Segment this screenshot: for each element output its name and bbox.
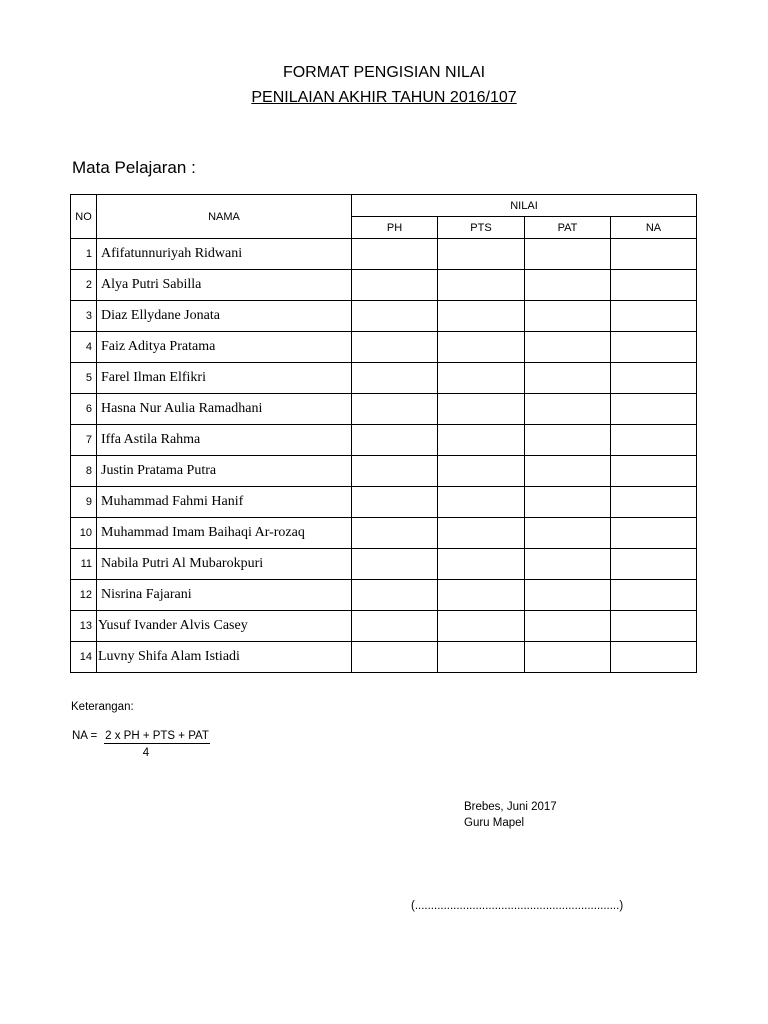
score-cell-na[interactable] (611, 301, 697, 332)
score-cell-na[interactable] (611, 611, 697, 642)
row-number: 13 (71, 611, 97, 642)
header-pat: PAT (525, 217, 611, 239)
score-cell-pat[interactable] (525, 580, 611, 611)
table-row (71, 239, 697, 270)
score-cell-na[interactable] (611, 456, 697, 487)
table-row (71, 487, 697, 518)
student-name: Iffa Astila Rahma (97, 425, 352, 456)
table-row (71, 642, 697, 673)
table-row (71, 270, 697, 301)
score-cell-na[interactable] (611, 642, 697, 673)
student-name: Diaz Ellydane Jonata (97, 301, 352, 332)
student-name: Luvny Shifa Alam Istiadi (97, 642, 352, 673)
student-name: Hasna Nur Aulia Ramadhani (97, 394, 352, 425)
score-cell-na[interactable] (611, 239, 697, 270)
row-number: 14 (71, 642, 97, 673)
row-number: 11 (71, 549, 97, 580)
student-name: Muhammad Imam Baihaqi Ar-rozaq (97, 518, 352, 549)
student-name: Muhammad Fahmi Hanif (97, 487, 352, 518)
score-cell-pts[interactable] (438, 642, 525, 673)
score-cell-pts[interactable] (438, 487, 525, 518)
score-cell-na[interactable] (611, 332, 697, 363)
score-cell-na[interactable] (611, 363, 697, 394)
score-cell-pts[interactable] (438, 518, 525, 549)
row-number: 4 (71, 332, 97, 363)
header-no: NO (71, 195, 97, 239)
score-cell-ph[interactable] (352, 394, 438, 425)
document-subtitle-text: PENILAIAN AKHIR TAHUN 2016/107 (251, 89, 517, 106)
table-row (71, 611, 697, 642)
score-cell-pts[interactable] (438, 580, 525, 611)
row-number: 3 (71, 301, 97, 332)
signer-role: Guru Mapel (464, 817, 525, 829)
table-body (71, 239, 697, 673)
score-cell-na[interactable] (611, 425, 697, 456)
score-cell-ph[interactable] (352, 518, 438, 549)
score-cell-pat[interactable] (525, 332, 611, 363)
score-cell-pat[interactable] (525, 239, 611, 270)
header-pts: PTS (438, 217, 525, 239)
table-row (71, 394, 697, 425)
score-cell-pts[interactable] (438, 394, 525, 425)
row-number: 12 (71, 580, 97, 611)
score-cell-na[interactable] (611, 549, 697, 580)
score-cell-pat[interactable] (525, 301, 611, 332)
score-cell-pts[interactable] (438, 611, 525, 642)
score-cell-pat[interactable] (525, 270, 611, 301)
table-row (71, 425, 697, 456)
student-name: Farel Ilman Elfikri (97, 363, 352, 394)
student-name: Alya Putri Sabilla (97, 270, 352, 301)
header-name: NAMA (97, 195, 352, 239)
document-subtitle (0, 88, 768, 108)
header-nilai: NILAI (352, 195, 697, 217)
score-cell-pat[interactable] (525, 642, 611, 673)
row-number: 5 (71, 363, 97, 394)
row-number: 9 (71, 487, 97, 518)
row-number: 10 (71, 518, 97, 549)
table-row (71, 580, 697, 611)
score-cell-pts[interactable] (438, 425, 525, 456)
row-number: 2 (71, 270, 97, 301)
score-cell-pts[interactable] (438, 270, 525, 301)
student-name: Nisrina Fajarani (97, 580, 352, 611)
score-cell-pat[interactable] (525, 363, 611, 394)
student-name: Yusuf Ivander Alvis Casey (97, 611, 352, 642)
student-name: Faiz Aditya Pratama (97, 332, 352, 363)
score-cell-ph[interactable] (352, 301, 438, 332)
place-date: Brebes, Juni 2017 (464, 801, 557, 813)
score-cell-pts[interactable] (438, 239, 525, 270)
score-cell-na[interactable] (611, 487, 697, 518)
score-cell-na[interactable] (611, 518, 697, 549)
table-row (71, 456, 697, 487)
score-cell-pts[interactable] (438, 549, 525, 580)
score-cell-ph[interactable] (352, 270, 438, 301)
score-cell-ph[interactable] (352, 425, 438, 456)
signature-line: (................................................................) (411, 900, 624, 912)
student-name: Justin Pratama Putra (97, 456, 352, 487)
formula-denominator: 4 (142, 747, 150, 759)
score-cell-na[interactable] (611, 270, 697, 301)
table-row (71, 518, 697, 549)
score-cell-pts[interactable] (438, 363, 525, 394)
student-name: Afifatunnuriyah Ridwani (97, 239, 352, 270)
score-cell-pat[interactable] (525, 611, 611, 642)
header-ph: PH (352, 217, 438, 239)
score-cell-ph[interactable] (352, 642, 438, 673)
score-cell-pat[interactable] (525, 487, 611, 518)
table-row (71, 332, 697, 363)
score-cell-na[interactable] (611, 580, 697, 611)
score-cell-pts[interactable] (438, 301, 525, 332)
row-number: 8 (71, 456, 97, 487)
score-cell-ph[interactable] (352, 487, 438, 518)
score-cell-ph[interactable] (352, 580, 438, 611)
table-row (71, 549, 697, 580)
grades-table (70, 194, 697, 673)
score-cell-pts[interactable] (438, 456, 525, 487)
subject-label: Mata Pelajaran : (72, 158, 196, 177)
score-cell-ph[interactable] (352, 332, 438, 363)
score-cell-ph[interactable] (352, 611, 438, 642)
formula-lhs: NA = (72, 730, 98, 742)
formula-numerator: 2 x PH + PTS + PAT (105, 730, 209, 742)
student-name: Nabila Putri Al Mubarokpuri (97, 549, 352, 580)
score-cell-pat[interactable] (525, 518, 611, 549)
score-cell-pat[interactable] (525, 394, 611, 425)
header-na: NA (611, 217, 697, 239)
row-number: 1 (71, 239, 97, 270)
score-cell-ph[interactable] (352, 239, 438, 270)
score-cell-pts[interactable] (438, 332, 525, 363)
score-cell-pat[interactable] (525, 456, 611, 487)
score-cell-pat[interactable] (525, 425, 611, 456)
table-row (71, 301, 697, 332)
document-title: FORMAT PENGISIAN NILAI (282, 64, 486, 81)
score-cell-na[interactable] (611, 394, 697, 425)
row-number: 7 (71, 425, 97, 456)
score-cell-ph[interactable] (352, 549, 438, 580)
notes-label: Keterangan: (71, 701, 134, 713)
row-number: 6 (71, 394, 97, 425)
score-cell-ph[interactable] (352, 456, 438, 487)
score-cell-ph[interactable] (352, 363, 438, 394)
table-row (71, 363, 697, 394)
score-cell-pat[interactable] (525, 549, 611, 580)
